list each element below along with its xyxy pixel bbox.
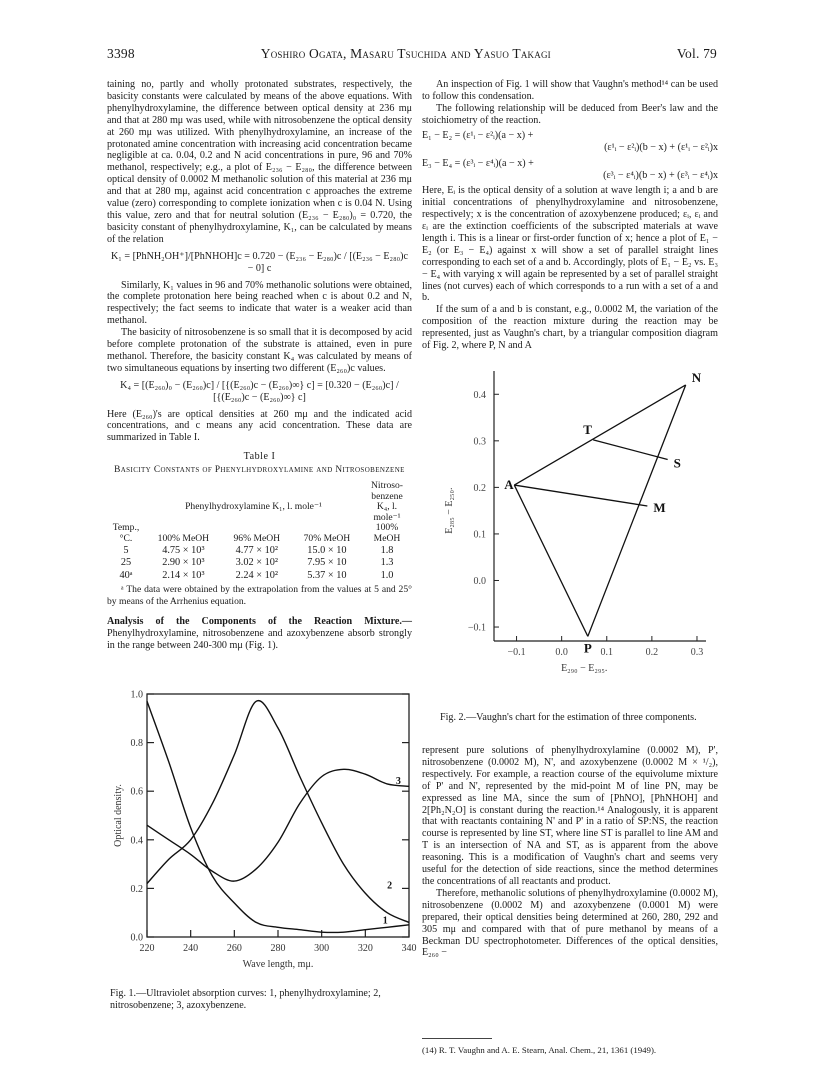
paragraph: represent pure solutions of phenylhydroxylamine (0.0002 M), P', nitrosobenzene (0.0002 M), N', and azoxybenzene (0.0002 M × ¹/₂), respectively. For example, a reaction course of the equivolume mixture of P' and N', represented by the mid-point M of line PN, may be expressed as line MA, since the sum of [PhNO], [PhNHOH] and 2[Ph₂N₂O] is constant during the reaction.¹⁴ Analogously, it is apparent that with reactants containing N' and P' in a ratio of SP:NS, the reaction course is represented by line ST, where line ST is parallel to line AM and T is an intersection of NA and ST, as is apparent from the above reasoning. This is a modification of Vaughn's chart and seems very useful for the detection of side reactions, since the method determines the concentrations of all reactants and product. [422, 745, 718, 887]
chart-line-AN [514, 385, 685, 485]
chart-line-PA [514, 485, 588, 636]
x-tick-label: 0.3 [690, 647, 704, 658]
table-subtitle: Basicity Constants of Phenylhydroxylamine and Nitrosobenzene [114, 465, 405, 476]
x-tick-label: 240 [183, 943, 199, 954]
paragraph: taining no, partly and wholly protonated substrates, respectively, the basicity constants were calculated by means of the above equations. With phenylhydroxylamine, the difference between optical density at 236 mμ and that at 280 mμ was used, while with nitrosobenzene the optical density at 260 mμ was utilized. With phenylhydroxylamine, an increase of the protonated amine concentration with increasing acid concentration became negligible at ca. 0.04, 0.2 and N acid concentrations in pure, 96 and 70% methanol, respectively; e.g., a plot of E₂₃₆ − E₂₈₀, the difference between optical density of 0.0002 M methanolic solution of this material at 236 mμ and that at 280 mμ, against acid concentration c approaches the extreme value (zero) corresponding to complete ionization when c is 0.04 N. Using this value, zero and that for neutral solution (E₂₃₆ − E₂₈₀)₀ = 0.720, the basicity constant of phenylhydroxylamine, K₁, can be calculated by means of the relation [107, 79, 412, 245]
curve-label: 3 [395, 775, 401, 787]
table-cell: 1.3 [380, 557, 394, 569]
equation-k4: K₄ = [(E₂₆₀)₀ − (E₂₆₀)c] / [{(E₂₆₀)c − (E₂₆₀)∞} c] = [0.320 − (E₂₆₀)c] / [{(E₂₆₀)c − (E₂₆₀)∞} c] [120, 379, 399, 403]
x-tick-label: 0.1 [600, 647, 614, 658]
y-tick-label: 0.2 [130, 883, 143, 895]
y-tick-label: 0.4 [473, 389, 486, 401]
x-tick-label: 340 [401, 943, 417, 954]
paragraph: If the sum of a and b is constant, e.g., 0.0002 M, the variation of the composition of the reaction mixture during the reaction may be represented, just as Vaughn's chart, by a triangular composition diagram of Fig. 2, where P, N and A [422, 304, 718, 352]
table-header-group: Phenylhydroxylamine K₁, l. mole⁻¹ [185, 501, 322, 513]
table-cell: 25 [120, 557, 132, 569]
paragraph: Therefore, methanolic solutions of phenylhydroxylamine (0.0002 M), nitrosobenzene (0.0002 M) and azoxybenzene (0.0001 M) were prepared, their optical densities being determined at 260, 280, 292 and 305 mμ and compared with that of pure methanol by means of a Beckman DU spectrophotometer. Differences of the optical densities, E₂₆₀ − [422, 887, 718, 959]
chart-line-NP [588, 385, 686, 636]
y-tick-label: 0.4 [130, 835, 143, 847]
table-cell: 40ᵃ [119, 569, 133, 581]
footnote: (14) R. T. Vaughn and A. E. Stearn, Anal. Chem., 21, 1361 (1949). [422, 1045, 657, 1055]
equation-line: E₃ − E₄ = (ε³ᵢ − ε⁴ᵢ)(a − x) + [422, 158, 534, 170]
y-axis-label: E₂₈₅ − E₂₅₀. [444, 487, 455, 534]
table-header-temp: Temp., °C. [112, 522, 140, 545]
curve-label: 1 [382, 915, 388, 927]
paragraph: Here, Eᵢ is the optical density of a solution at wave length i; a and b are initial concentrations of phenylhydroxylamine and nitrosobenzene, respectively; x is the concentration of azoxybenzene produced; εᵢ, εᵢ and εᵢ are the extinction coefficients of the subscripted materials at wave length i. This is a linear or first-order function of x; hence a plot of E₁ − E₂ (or E₃ − E₄) against x will show a set of parallel straight lines corresponding to each set of a and b. Accordingly, plots of E₁ − E₂ vs. E₃ − E₄ with varying x will again be represented by a set of parallel straight lines (not curves) each of which corresponds to a run with a set of a and b. [422, 185, 718, 304]
table-cell: 15.0 × 10 [307, 544, 347, 556]
table-cell: 2.24 × 10² [235, 569, 278, 581]
x-tick-label: 0.2 [645, 647, 659, 658]
x-tick-label: 220 [139, 943, 155, 954]
point-label-N: N [691, 369, 702, 385]
point-label-A: A [504, 477, 514, 493]
chart-line-AM [514, 485, 647, 506]
point-label-T: T [583, 421, 592, 437]
figure-1-chart [107, 686, 417, 976]
left-column [107, 79, 412, 652]
table-cell: 4.75 × 10³ [162, 544, 205, 556]
table-header-nitroso: Nitroso-benzene K₄, l. mole⁻¹ 100% MeOH [371, 480, 403, 545]
curve-3 [147, 769, 409, 881]
table-cell: 2.90 × 10³ [162, 557, 205, 569]
y-tick-label: 0.2 [473, 482, 486, 494]
y-tick-label: 0.0 [473, 575, 486, 587]
equation-k1: K₁ = [PhNH₂OH⁺]/[PhNHOH]c = 0.720 − (E₂₃₆ − E₂₈₀)c / [(E₂₃₆ − E₂₈₀)c − 0] c [111, 250, 408, 274]
figure-2-chart [428, 366, 718, 706]
table-row [107, 557, 412, 570]
paragraph: The basicity of nitrosobenzene is so small that it is decomposed by acid before complete protonation of the substrate is attained, even in pure methanol. Therefore, the basicity constant K₄ was calculated by means of two simultaneous equations by inserting two different (E₂₆₀)c values. [107, 327, 412, 374]
table-cell: 3.02 × 10² [235, 557, 278, 569]
table-header-70: 70% MeOH [303, 533, 351, 545]
y-tick-label: 0.8 [130, 738, 143, 750]
figure-2-caption: Fig. 2.—Vaughn's chart for the estimation of three components. [440, 712, 697, 723]
table-footnote: ᵃ The data were obtained by the extrapolation from the values at 5 and 25° by means of the Arrhenius equation. [107, 584, 412, 608]
x-tick-label: 320 [357, 943, 373, 954]
paragraph: Here (E₂₆₀)'s are optical densities at 260 mμ and the indicated acid concentrations, and c means any acid concentration. These data are summarized in Table I. [107, 408, 412, 444]
y-tick-label: 1.0 [130, 689, 143, 701]
right-column-lower [422, 745, 718, 959]
paragraph: Phenylhydroxylamine, nitrosobenzene and azoxybenzene absorb strongly in the range between 240-300 mμ (Fig. 1). [107, 628, 412, 652]
table-cell: 2.14 × 10³ [162, 569, 205, 581]
x-axis-label: Wave length, mμ. [242, 959, 314, 970]
equation-line: (ε¹ᵢ − ε²ᵢ)(b − x) + (ε¹ᵢ − ε²ᵢ)x [604, 141, 718, 153]
basicity-table [107, 481, 412, 582]
paragraph: Similarly, K₁ values in 96 and 70% methanolic solutions were obtained, the complete protonation here being reached when c is about 0.2 and N, respectively; the fact seems to indicate that water is a weaker acid than methanol. [107, 279, 412, 327]
equation-line: E₁ − E₂ = (ε¹ᵢ − ε²ᵢ)(a − x) + [422, 129, 534, 141]
section-heading: Analysis of the Components of the Reaction Mixture.— [107, 616, 412, 628]
paragraph: An inspection of Fig. 1 will show that Vaughn's method¹⁴ can be used to follow this condensation. [422, 79, 718, 102]
x-tick-label: 0.0 [555, 647, 568, 658]
table-title: Table I [243, 451, 276, 463]
point-label-M: M [653, 500, 666, 515]
y-tick-label: 0.6 [130, 786, 143, 798]
table-header-100: 100% MeOH [157, 533, 210, 545]
table-header-96: 96% MeOH [233, 533, 281, 545]
equation-line: (ε³ᵢ − ε⁴ᵢ)(b − x) + (ε³ᵢ − ε⁴ᵢ)x [603, 170, 718, 182]
chart-line-TS [593, 440, 667, 460]
y-tick-label: 0.0 [130, 932, 143, 944]
running-header [107, 46, 717, 62]
paragraph: The following relationship will be deduced from Beer's law and the stoichiometry of the reaction. [422, 102, 718, 126]
point-label-P: P [583, 640, 592, 656]
y-axis-label: Optical density. [113, 784, 124, 847]
table-row [107, 545, 412, 558]
x-tick-label: 260 [226, 943, 242, 954]
table-cell: 5 [123, 544, 129, 556]
y-tick-label: 0.3 [473, 436, 486, 448]
x-tick-label: 280 [270, 943, 286, 954]
table-row [107, 570, 412, 583]
table-cell: 1.0 [380, 569, 394, 581]
table-cell: 1.8 [380, 544, 394, 556]
footnote-rule [422, 1038, 492, 1039]
x-tick-label: 300 [314, 943, 330, 954]
page-number: 3398 [107, 46, 135, 61]
figure-1-caption: Fig. 1.—Ultraviolet absorption curves: 1, phenylhydroxylamine; 2, nitrosobenzene; 3, azoxybenzene. [110, 988, 381, 1011]
table-cell: 5.37 × 10 [307, 569, 347, 581]
y-tick-label: 0.1 [473, 529, 486, 541]
point-label-S: S [673, 455, 681, 471]
x-axis-label: E₂₉₀ − E₂₉₅. [561, 663, 608, 674]
table-cell: 7.95 × 10 [307, 557, 347, 569]
header-authors: Yoshiro Ogata, Masaru Tsuchida and Yasuo Takagi [260, 46, 551, 61]
x-tick-label: −0.1 [507, 647, 526, 658]
curve-label: 2 [387, 880, 393, 892]
y-tick-label: −0.1 [467, 622, 486, 634]
right-column [422, 79, 718, 352]
journal-volume: Vol. 79 [676, 46, 717, 61]
table-cell: 4.77 × 10² [235, 544, 278, 556]
curve-2 [147, 701, 409, 923]
